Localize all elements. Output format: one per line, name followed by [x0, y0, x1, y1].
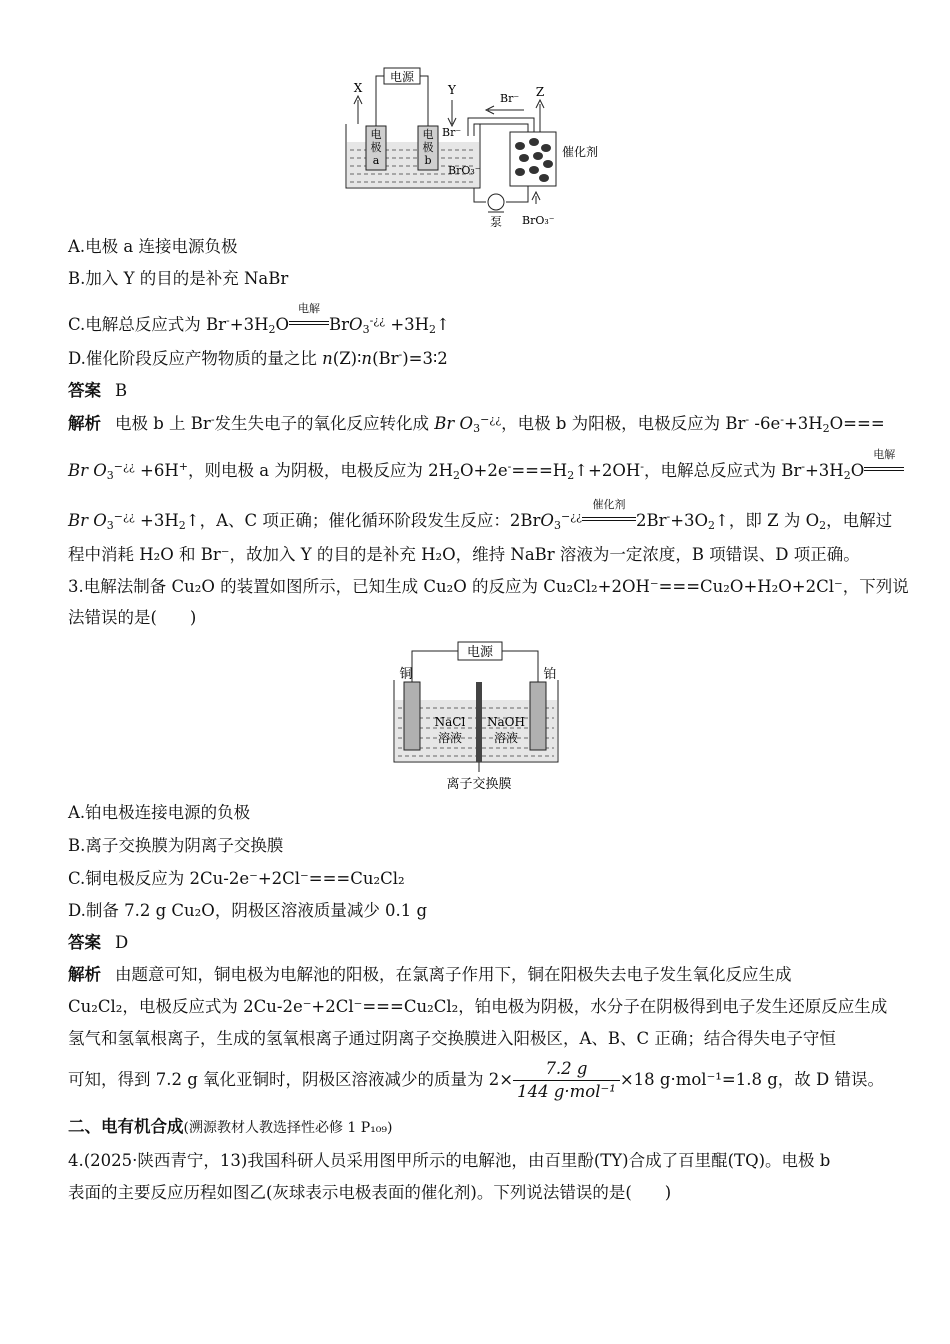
q2-analysis-line1: 解析 电极 b 上 Br-发生失电子的氧化反应转化成 Br $O_3^{-¿¿}$，电极 b 为阳极，电极反应为 Br- $-6e^-+3H_2O===$: [68, 413, 885, 435]
electrode-b-char1: 电: [422, 128, 434, 141]
catalyst-label: 催化剂: [562, 145, 599, 159]
naoh-solution-label: 溶液: [493, 731, 519, 745]
q2-analysis-line4: 程中消耗 H₂O 和 Br⁻，故加入 Y 的目的是补充 H₂O，维持 NaBr 溶液为一定浓度，B 项错误、D 项正确。: [68, 545, 860, 564]
electrode-b-char2: 极: [422, 141, 434, 154]
q3-analysis-line4: 可知，得到 7.2 g 氧化亚铜时，阴极区溶液减少的质量为 2× $\frac{7.2 g}{\text{144 g·mol⁻¹}}$ ×18 g·mol⁻¹=1.8 g，故 D 错误。: [68, 1059, 884, 1101]
electrode-a-char3: a: [372, 154, 380, 167]
electrode-a-char1: 电: [370, 128, 382, 141]
q3-analysis-line1: 解析 由题意可知，铜电极为电解池的阳极，在氯离子作用下，铜在阳极失去电子发生氧化反应生成: [68, 965, 792, 984]
x-label: X: [353, 81, 363, 95]
naoh-label: NaOH: [487, 715, 525, 729]
q2-analysis-line2: Br $O_3^{-¿¿} +6H^+$，则电极 a 为阴极，电极反应为 $2H_2O+2e^-===H_2↑+2OH^-$，电解总反应式为 $Br^-+3H_2O$ 电解: [68, 460, 882, 482]
bro3-label: BrO₃⁻: [448, 164, 481, 177]
q3-option-a: A.铂电极连接电源的负极: [68, 803, 251, 822]
electrolysis-bromate-diagram: [338, 66, 618, 230]
nacl-label: NaCl: [434, 715, 466, 729]
bro3-bottom-label: BrO₃⁻: [522, 214, 555, 227]
q2-option-a: A.电极 a 连接电源负极: [68, 237, 238, 256]
pump-label: 泵: [489, 215, 503, 229]
br-label: Br⁻: [442, 126, 462, 139]
q3-stem-line1: 3.电解法制备 Cu₂O 的装置如图所示，已知生成 Cu₂O 的反应为 Cu₂Cl₂+2OH⁻===Cu₂O+H₂O+2Cl⁻，下列说: [68, 577, 909, 596]
cu2o-electrolysis-diagram: [390, 638, 570, 794]
q3-stem-line2: 法错误的是( ): [68, 608, 197, 627]
q3-analysis-line3: 氢气和氢氧根离子，生成的氢氧根离子通过阴离子交换膜进入阳极区，A、B、C 正确；结合得失电子守恒: [68, 1029, 836, 1048]
q2-answer: 答案 B: [68, 381, 128, 400]
q2-option-c: C.电解总反应式为 $Br^-+3H_2O$ 电解 $BrO_3^{-¿¿} +3H_2↑$: [68, 302, 450, 336]
electrode-a-char2: 极: [370, 141, 382, 154]
y-label: Y: [448, 83, 456, 97]
q3-answer: 答案 D: [68, 933, 129, 952]
q3-analysis-line2: Cu₂Cl₂，电极反应式为 2Cu-2e⁻+2Cl⁻===Cu₂Cl₂，铂电极为阴极，水分子在阴极得到电子发生还原反应生成: [68, 997, 888, 1016]
membrane-label: 离子交换膜: [446, 777, 512, 792]
section-heading: 二、电有机合成(溯源教材人教选择性必修 1 P₁₀₉): [68, 1117, 393, 1136]
q4-stem-line1: 4.(2025·陕西青宁，13)我国科研人员采用图甲所示的电解池，由百里酚(TY)合成了百里醌(TQ)。电极 b: [68, 1151, 831, 1170]
z-label: Z: [535, 85, 545, 99]
catalyst-condition: 催化剂: [582, 510, 636, 532]
q4-stem-line2: 表面的主要反应历程如图乙(灰球表示电极表面的催化剂)。下列说法错误的是( ): [68, 1183, 672, 1202]
q2-option-b: B.加入 Y 的目的是补充 NaBr: [68, 269, 289, 288]
copper-label: 铜: [399, 667, 413, 682]
q3-option-c: C.铜电极反应为 2Cu-2e⁻+2Cl⁻===Cu₂Cl₂: [68, 869, 405, 888]
q2-option-d: D.催化阶段反应产物物质的量之比 n(Z)∶n(Br-)=3∶2: [68, 348, 448, 368]
q2-analysis-line3: Br $O_3^{-¿¿}$ $+3H_2↑$，A、C 项正确；催化循环阶段发生反应：2BrO$_3$−¿¿ 催化剂 $2Br^-+3O_2↑$，即 Z 为 $O_2$，电解过: [68, 498, 893, 532]
electrode-b-char3: b: [424, 154, 432, 167]
q3-option-b: B.离子交换膜为阴离子交换膜: [68, 836, 284, 855]
nacl-solution-label: 溶液: [437, 731, 463, 745]
br-arrow-label: Br⁻: [500, 92, 520, 105]
q3-option-d: D.制备 7.2 g Cu₂O，阴极区溶液质量减少 0.1 g: [68, 901, 428, 920]
power-label: 电源: [389, 70, 415, 84]
platinum-label: 铂: [543, 667, 557, 682]
q3-power-label: 电源: [466, 645, 494, 660]
mass-fraction: $\frac{7.2 g}{\text{144 g·mol⁻¹}}$: [513, 1058, 620, 1103]
electrolysis-condition: 电解: [289, 314, 329, 336]
